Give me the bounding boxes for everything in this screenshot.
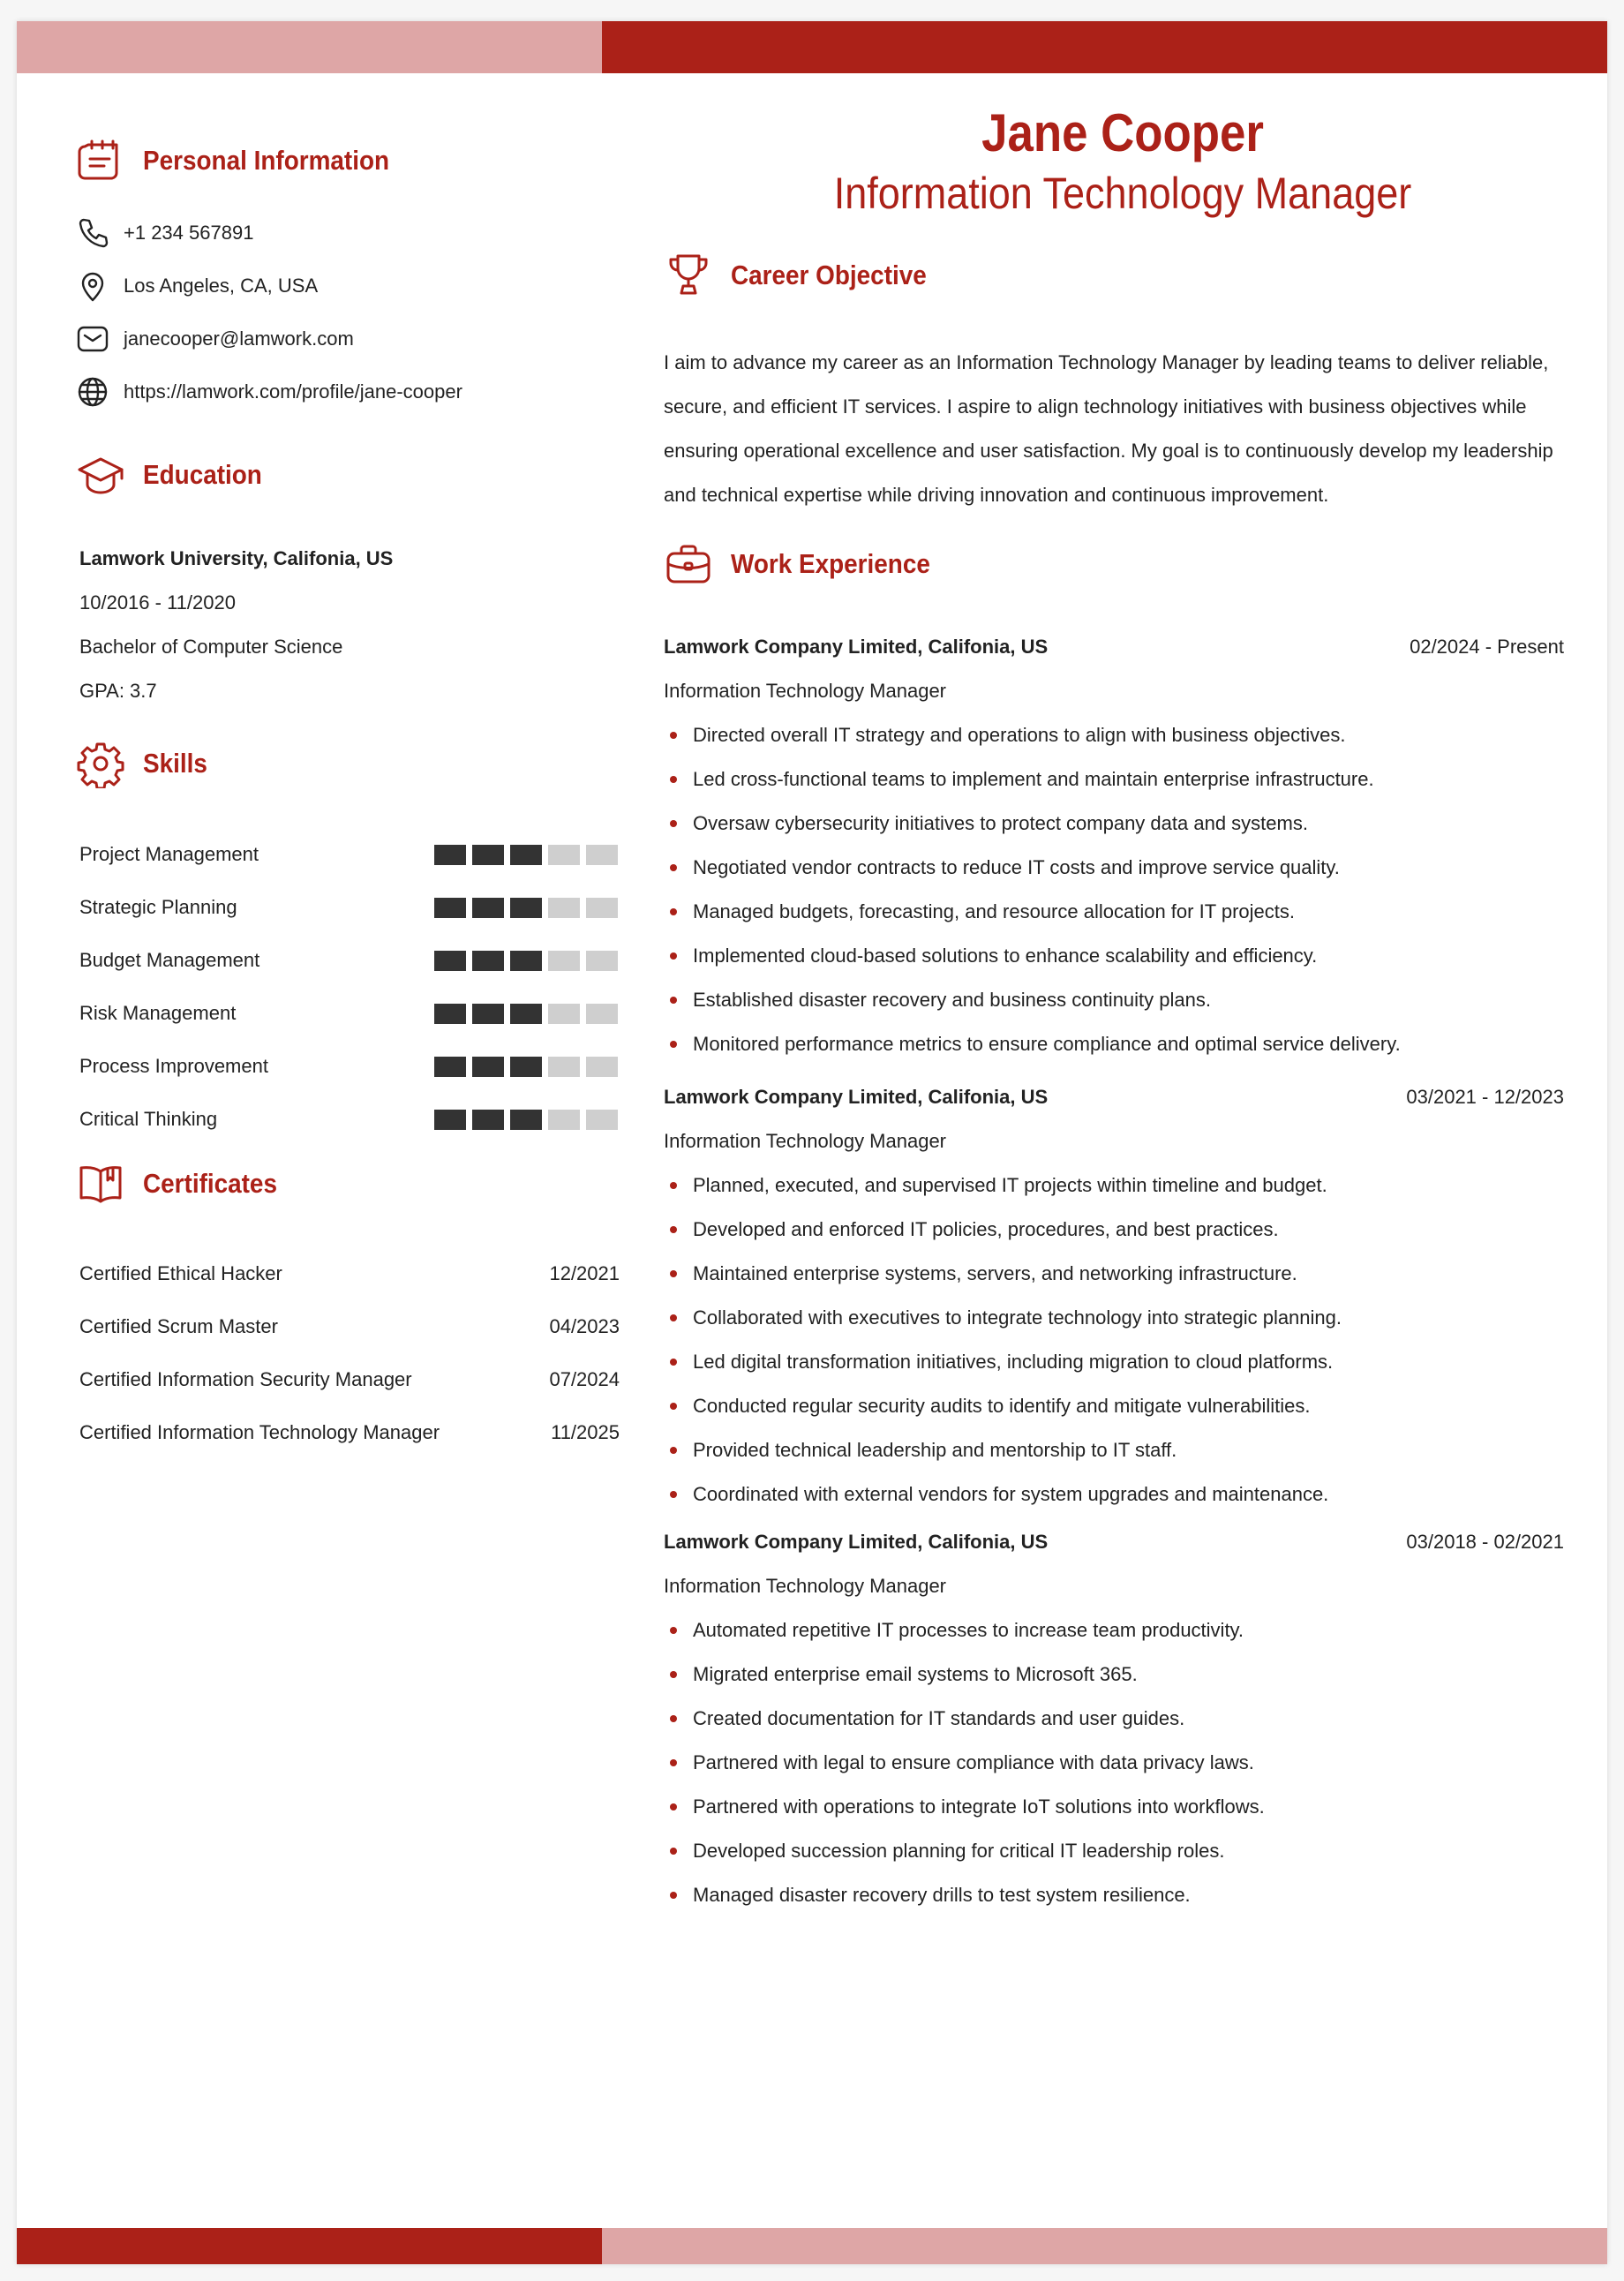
work-experience-header bbox=[664, 539, 952, 589]
job-bullet: Created documentation for IT standards and user guides. bbox=[670, 1707, 1184, 1730]
skill-level-block-filled bbox=[434, 1110, 466, 1130]
job-bullet: Maintained enterprise systems, servers, and networking infrastructure. bbox=[670, 1262, 1297, 1285]
personal-info-header bbox=[76, 136, 417, 185]
job-company: Lamwork Company Limited, Califonia, US bbox=[664, 1086, 1049, 1108]
skill-level-block-filled bbox=[510, 951, 542, 971]
certificates-header bbox=[76, 1159, 292, 1208]
skill-level-block-empty bbox=[586, 1110, 618, 1130]
job-bullet: Established disaster recovery and business continuity plans. bbox=[670, 989, 1211, 1012]
graduation-cap-icon bbox=[76, 450, 125, 500]
skill-level-block-filled bbox=[472, 1004, 504, 1024]
gear-icon bbox=[76, 739, 125, 788]
job-company: Lamwork Company Limited, Califonia, US bbox=[664, 636, 1049, 658]
bottom-band-left bbox=[17, 2228, 602, 2264]
section-title: Certificates bbox=[143, 1168, 277, 1199]
skill-level-block-empty bbox=[548, 1057, 580, 1077]
job-bullet: Migrated enterprise email systems to Microsoft 365. bbox=[670, 1663, 1138, 1686]
skills-header bbox=[76, 739, 214, 788]
education-school: Lamwork University, Califonia, US bbox=[79, 547, 394, 569]
section-title: Personal Information bbox=[143, 145, 390, 176]
skill-level-block-filled bbox=[434, 1004, 466, 1024]
skill-level-block-empty bbox=[586, 845, 618, 865]
phone-text: +1 234 567891 bbox=[124, 222, 254, 244]
skill-level-meter bbox=[434, 1004, 618, 1024]
skill-row bbox=[79, 1050, 618, 1082]
skill-level-block-filled bbox=[434, 845, 466, 865]
calendar-note-icon bbox=[76, 136, 125, 185]
location-pin-icon bbox=[76, 269, 109, 303]
education-header bbox=[76, 450, 275, 500]
skill-name: Budget Management bbox=[79, 949, 260, 971]
job-bullet: Led cross-functional teams to implement and maintain enterprise infrastructure. bbox=[670, 768, 1374, 791]
certificate-date: 12/2021 bbox=[549, 1262, 620, 1284]
job-bullet: Led digital transformation initiatives, including migration to cloud platforms. bbox=[670, 1351, 1333, 1374]
job-bullet: Managed disaster recovery drills to test system resilience. bbox=[670, 1884, 1191, 1907]
skill-level-meter bbox=[434, 951, 618, 971]
skill-level-block-filled bbox=[472, 1110, 504, 1130]
job-position: Information Technology Manager bbox=[664, 1130, 947, 1152]
skill-level-block-empty bbox=[586, 898, 618, 918]
skill-level-block-empty bbox=[548, 1004, 580, 1024]
mail-icon bbox=[76, 322, 109, 356]
section-title: Skills bbox=[143, 748, 207, 779]
job-bullet: Managed budgets, forecasting, and resource allocation for IT projects. bbox=[670, 900, 1295, 923]
skill-level-block-filled bbox=[472, 951, 504, 971]
skill-level-block-filled bbox=[510, 898, 542, 918]
job-bullet: Monitored performance metrics to ensure compliance and optimal service delivery. bbox=[670, 1033, 1401, 1056]
email-text: janecooper@lamwork.com bbox=[124, 327, 354, 350]
skill-level-block-filled bbox=[434, 898, 466, 918]
skill-level-block-empty bbox=[548, 898, 580, 918]
top-band-right bbox=[602, 21, 1607, 73]
job-bullet: Developed and enforced IT policies, procedures, and best practices. bbox=[670, 1218, 1279, 1241]
globe-icon bbox=[76, 375, 109, 409]
job-bullet: Coordinated with external vendors for system upgrades and maintenance. bbox=[670, 1483, 1328, 1506]
certificate-date: 07/2024 bbox=[549, 1368, 620, 1390]
section-title: Work Experience bbox=[731, 548, 930, 579]
job-bullet: Conducted regular security audits to identify and mitigate vulnerabilities. bbox=[670, 1395, 1311, 1418]
skill-row bbox=[79, 997, 618, 1029]
trophy-icon bbox=[664, 251, 713, 300]
job-dates: 03/2021 - 12/2023 bbox=[1406, 1086, 1564, 1108]
section-title: Education bbox=[143, 459, 262, 490]
certificate-name: Certified Information Security Manager bbox=[79, 1368, 412, 1390]
skill-level-block-filled bbox=[510, 1004, 542, 1024]
skill-level-meter bbox=[434, 1057, 618, 1077]
job-company: Lamwork Company Limited, Califonia, US bbox=[664, 1531, 1049, 1553]
candidate-role: Information Technology Manager bbox=[833, 169, 1412, 218]
skill-level-block-filled bbox=[472, 898, 504, 918]
skill-level-block-empty bbox=[548, 845, 580, 865]
skill-name: Risk Management bbox=[79, 1002, 237, 1024]
skill-level-block-empty bbox=[548, 1110, 580, 1130]
skill-name: Process Improvement bbox=[79, 1055, 268, 1077]
skill-level-block-empty bbox=[586, 1004, 618, 1024]
skill-level-meter bbox=[434, 1110, 618, 1130]
section-title: Career Objective bbox=[731, 260, 927, 290]
job-bullet: Oversaw cybersecurity initiatives to protect company data and systems. bbox=[670, 812, 1308, 835]
candidate-name: Jane Cooper bbox=[981, 103, 1264, 162]
certificate-name: Certified Scrum Master bbox=[79, 1315, 278, 1337]
email-row bbox=[76, 322, 354, 356]
job-bullet: Partnered with legal to ensure compliance with data privacy laws. bbox=[670, 1751, 1254, 1774]
skill-name: Critical Thinking bbox=[79, 1108, 218, 1130]
skill-level-meter bbox=[434, 845, 618, 865]
job-position: Information Technology Manager bbox=[664, 680, 947, 702]
location-row bbox=[76, 269, 318, 303]
certificate-date: 11/2025 bbox=[551, 1421, 620, 1443]
job-bullet: Developed succession planning for critical IT leadership roles. bbox=[670, 1840, 1224, 1863]
certificate-date: 04/2023 bbox=[549, 1315, 620, 1337]
job-position: Information Technology Manager bbox=[664, 1575, 947, 1597]
job-dates: 02/2024 - Present bbox=[1410, 636, 1564, 658]
skill-row bbox=[79, 1103, 618, 1135]
job-bullet: Collaborated with executives to integrate technology into strategic planning. bbox=[670, 1306, 1342, 1329]
career-objective-text: I aim to advance my career as an Information Technology Manager by leading teams to deliver reliable, secure, and efficient IT services. I aspire to align technology initiatives with business objectives while ensuring operational excellence and user satisfaction. My goal is to continuously develop my leadership and technical expertise while driving innovation and continuous improvement. bbox=[664, 351, 1553, 506]
education-gpa: GPA: 3.7 bbox=[79, 680, 157, 702]
job-bullet: Implemented cloud-based solutions to enhance scalability and efficiency. bbox=[670, 945, 1317, 967]
education-dates: 10/2016 - 11/2020 bbox=[79, 591, 236, 614]
skill-level-block-empty bbox=[586, 951, 618, 971]
job-bullet: Directed overall IT strategy and operations to align with business objectives. bbox=[670, 724, 1345, 747]
skill-level-block-filled bbox=[510, 1110, 542, 1130]
skill-name: Strategic Planning bbox=[79, 896, 237, 918]
job-bullet: Partnered with operations to integrate IoT solutions into workflows. bbox=[670, 1795, 1265, 1818]
skill-row bbox=[79, 945, 618, 976]
top-band-left bbox=[17, 21, 602, 73]
open-book-icon bbox=[76, 1159, 125, 1208]
job-bullet: Negotiated vendor contracts to reduce IT costs and improve service quality. bbox=[670, 856, 1340, 879]
skill-level-block-filled bbox=[472, 845, 504, 865]
job-bullet: Planned, executed, and supervised IT projects within timeline and budget. bbox=[670, 1174, 1327, 1197]
job-bullet: Provided technical leadership and mentorship to IT staff. bbox=[670, 1439, 1177, 1462]
certificate-name: Certified Information Technology Manager bbox=[79, 1421, 440, 1443]
skill-level-block-empty bbox=[548, 951, 580, 971]
education-degree: Bachelor of Computer Science bbox=[79, 636, 343, 658]
job-dates: 03/2018 - 02/2021 bbox=[1406, 1531, 1564, 1553]
website-row bbox=[76, 375, 462, 409]
career-objective-header bbox=[664, 251, 948, 300]
skill-name: Project Management bbox=[79, 843, 259, 865]
resume-page bbox=[17, 21, 1607, 2264]
skill-level-meter bbox=[434, 898, 618, 918]
skill-level-block-filled bbox=[510, 845, 542, 865]
skill-row bbox=[79, 839, 618, 870]
website-text: https://lamwork.com/profile/jane-cooper bbox=[124, 380, 462, 403]
location-text: Los Angeles, CA, USA bbox=[124, 275, 319, 297]
skill-level-block-empty bbox=[586, 1057, 618, 1077]
skill-row bbox=[79, 892, 618, 923]
phone-row bbox=[76, 216, 253, 250]
bottom-band-right bbox=[602, 2228, 1607, 2264]
skill-level-block-filled bbox=[434, 951, 466, 971]
job-bullet: Automated repetitive IT processes to increase team productivity. bbox=[670, 1619, 1244, 1642]
certificate-name: Certified Ethical Hacker bbox=[79, 1262, 282, 1284]
skill-level-block-filled bbox=[510, 1057, 542, 1077]
briefcase-icon bbox=[664, 539, 713, 589]
skill-level-block-filled bbox=[472, 1057, 504, 1077]
skill-level-block-filled bbox=[434, 1057, 466, 1077]
phone-icon bbox=[76, 216, 109, 250]
